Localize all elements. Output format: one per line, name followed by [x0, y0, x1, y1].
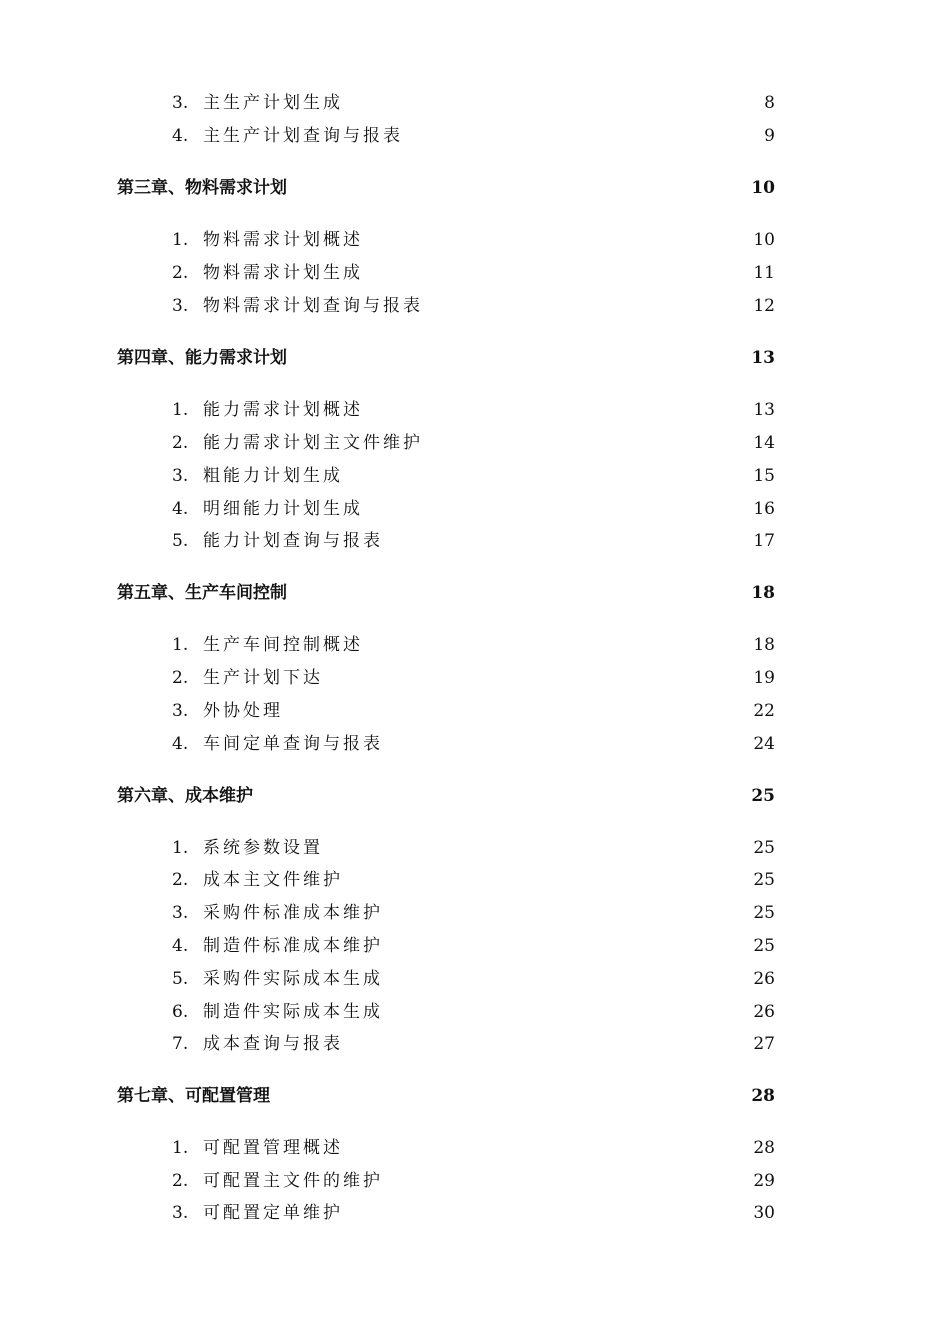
toc-entry-title: 能力需求计划概述 — [203, 400, 363, 420]
toc-entry — [0, 898, 950, 928]
toc-entry-number: 2. — [172, 433, 189, 453]
toc-page-number: 30 — [753, 1203, 775, 1223]
toc-entry-title: 物料需求计划生成 — [203, 263, 363, 283]
toc-page-number: 8 — [764, 93, 775, 113]
toc-page-number: 19 — [753, 668, 775, 688]
toc-entry-title: 采购件实际成本生成 — [203, 969, 383, 989]
toc-page-number: 10 — [753, 230, 775, 250]
toc-page-number: 9 — [764, 126, 775, 146]
toc-page-number: 12 — [753, 296, 775, 316]
toc-entry — [0, 1198, 950, 1228]
toc-entry-number: 4. — [172, 936, 189, 956]
toc-entry — [0, 258, 950, 288]
toc-chapter — [0, 173, 950, 203]
toc-entry-number: 4. — [172, 499, 189, 519]
toc-entry-number: 5. — [172, 969, 189, 989]
toc-page-number: 18 — [753, 635, 775, 655]
toc-entry-number: 4. — [172, 126, 189, 146]
toc-entry-number: 1. — [172, 635, 189, 655]
toc-entry — [0, 729, 950, 759]
toc-entry — [0, 630, 950, 660]
toc-entry-title: 可配置定单维护 — [203, 1203, 343, 1223]
toc-entry — [0, 833, 950, 863]
toc-chapter-title: 第七章、可配置管理 — [117, 1086, 270, 1106]
toc-entry — [0, 663, 950, 693]
toc-entry — [0, 964, 950, 994]
toc-entry-title: 可配置管理概述 — [203, 1138, 343, 1158]
toc-page-number: 17 — [753, 531, 775, 551]
toc-entry-number: 2. — [172, 1171, 189, 1191]
toc-entry — [0, 225, 950, 255]
toc-entry-title: 成本查询与报表 — [203, 1034, 343, 1054]
toc-entry-number: 3. — [172, 701, 189, 721]
toc-chapter-title: 第四章、能力需求计划 — [117, 348, 287, 368]
toc-page-number: 24 — [753, 734, 775, 754]
toc-page-number: 14 — [753, 433, 775, 453]
toc-page-number: 11 — [753, 263, 775, 283]
toc-entry-title: 能力计划查询与报表 — [203, 531, 383, 551]
toc-entry-title: 能力需求计划主文件维护 — [203, 433, 423, 453]
toc-entry-number: 1. — [172, 230, 189, 250]
toc-entry-title: 物料需求计划查询与报表 — [203, 296, 423, 316]
toc-page-number: 27 — [753, 1034, 775, 1054]
toc-page-number: 25 — [753, 936, 775, 956]
toc-entry-number: 5. — [172, 531, 189, 551]
toc-entry-number: 3. — [172, 466, 189, 486]
toc-entry — [0, 997, 950, 1027]
toc-entry-title: 可配置主文件的维护 — [203, 1171, 383, 1191]
toc-entry — [0, 291, 950, 321]
toc-entry-number: 3. — [172, 296, 189, 316]
toc-entry-title: 外协处理 — [203, 701, 283, 721]
toc-entry-number: 3. — [172, 903, 189, 923]
toc-entry-number: 6. — [172, 1002, 189, 1022]
toc-entry-title: 明细能力计划生成 — [203, 499, 363, 519]
toc-entry-title: 车间定单查询与报表 — [203, 734, 383, 754]
toc-entry-number: 3. — [172, 1203, 189, 1223]
toc-entry-title: 制造件标准成本维护 — [203, 936, 383, 956]
toc-page-number: 26 — [753, 969, 775, 989]
toc-chapter-title: 第六章、成本维护 — [117, 786, 253, 806]
toc-entry — [0, 494, 950, 524]
toc-chapter — [0, 781, 950, 811]
toc-entry-number: 1. — [172, 1138, 189, 1158]
toc-entry-number: 3. — [172, 93, 189, 113]
toc-entry — [0, 428, 950, 458]
toc-entry-title: 采购件标准成本维护 — [203, 903, 383, 923]
toc-page-number: 22 — [753, 701, 775, 721]
toc-entry-title: 粗能力计划生成 — [203, 466, 343, 486]
toc-chapter — [0, 343, 950, 373]
toc-entry — [0, 696, 950, 726]
toc-page-number: 18 — [751, 583, 775, 603]
toc-entry-title: 物料需求计划概述 — [203, 230, 363, 250]
toc-page-number: 28 — [753, 1138, 775, 1158]
toc-page-number: 10 — [751, 178, 775, 198]
toc-chapter — [0, 1081, 950, 1111]
toc-entry-title: 主生产计划查询与报表 — [203, 126, 403, 146]
toc-entry-title: 成本主文件维护 — [203, 870, 343, 890]
toc-entry-number: 7. — [172, 1034, 189, 1054]
toc-entry-title: 生产车间控制概述 — [203, 635, 363, 655]
toc-chapter — [0, 578, 950, 608]
toc-entry-number: 2. — [172, 263, 189, 283]
toc-entry — [0, 1133, 950, 1163]
toc-page-number: 25 — [753, 838, 775, 858]
toc-page-number: 26 — [753, 1002, 775, 1022]
toc-page-number: 15 — [753, 466, 775, 486]
toc-entry-number: 1. — [172, 400, 189, 420]
toc-entry-number: 1. — [172, 838, 189, 858]
toc-page-number: 29 — [753, 1171, 775, 1191]
toc-page-number: 28 — [751, 1086, 775, 1106]
toc-entry — [0, 1029, 950, 1059]
toc-entry — [0, 865, 950, 895]
toc-chapter-title: 第五章、生产车间控制 — [117, 583, 287, 603]
toc-entry-title: 系统参数设置 — [203, 838, 323, 858]
toc-page-number: 25 — [751, 786, 775, 806]
toc-page-number: 25 — [753, 903, 775, 923]
toc-entry-title: 制造件实际成本生成 — [203, 1002, 383, 1022]
toc-entry — [0, 461, 950, 491]
toc-entry — [0, 395, 950, 425]
toc-page-number: 25 — [753, 870, 775, 890]
toc-page-number: 13 — [753, 400, 775, 420]
toc-page-number: 13 — [751, 348, 775, 368]
toc-chapter-title: 第三章、物料需求计划 — [117, 178, 287, 198]
toc-entry — [0, 121, 950, 151]
toc-entry — [0, 1166, 950, 1196]
toc-entry-number: 2. — [172, 870, 189, 890]
toc-entry-number: 2. — [172, 668, 189, 688]
toc-entry — [0, 88, 950, 118]
toc-entry-number: 4. — [172, 734, 189, 754]
toc-entry-title: 主生产计划生成 — [203, 93, 343, 113]
toc-page-number: 16 — [753, 499, 775, 519]
toc-entry — [0, 526, 950, 556]
toc-entry — [0, 931, 950, 961]
toc-entry-title: 生产计划下达 — [203, 668, 323, 688]
